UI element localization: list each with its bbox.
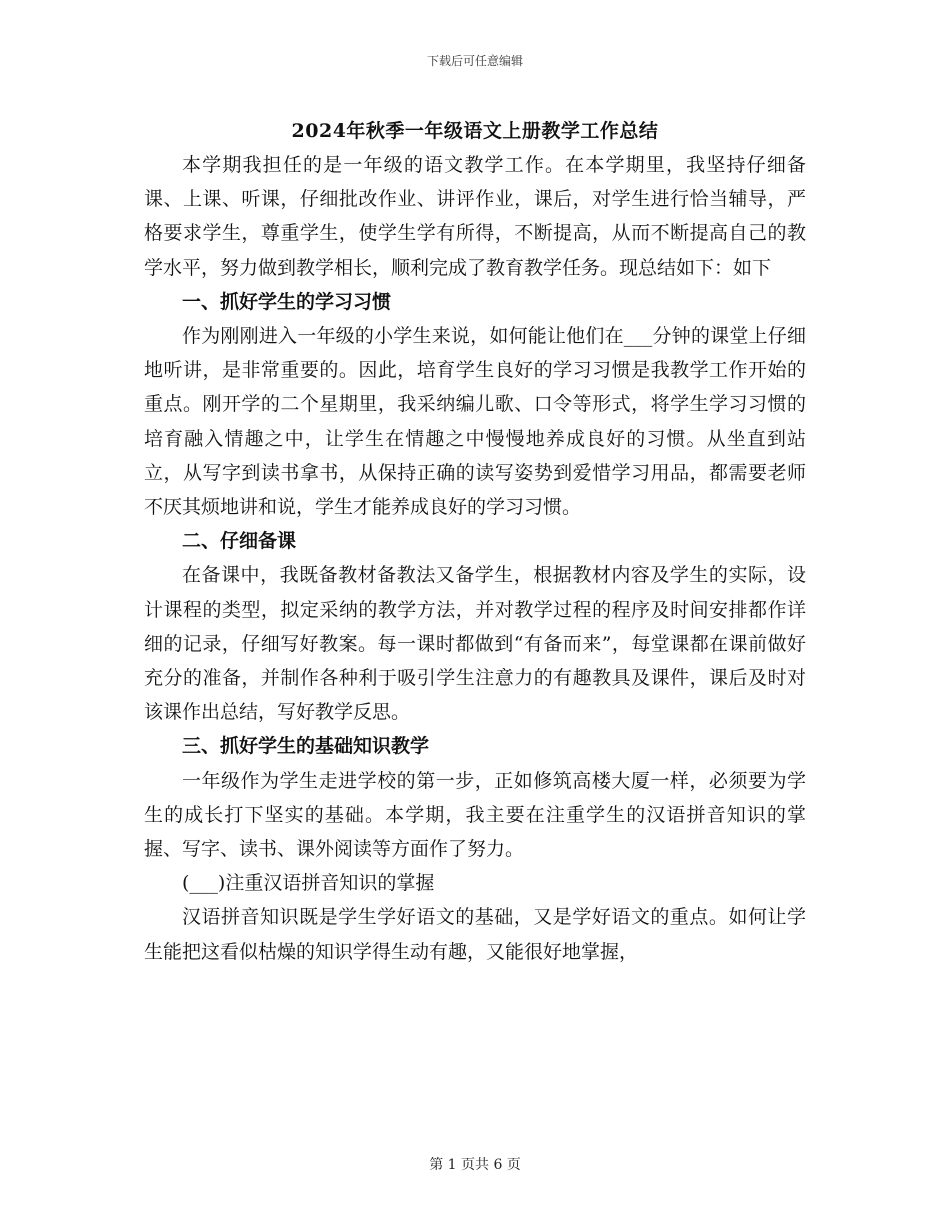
document-body <box>144 148 806 969</box>
subsection-heading-pinyin: (___)注重汉语拼音知识的掌握 <box>182 872 435 895</box>
section-body-habits: 作为刚刚进入一年级的小学生来说，如何能让他们在___分钟的课堂上仔细地听讲，是非常重要的。因此，培育学生良好的学习习惯是我教学工作开始的重点。刚开学的二个星期里，我采纳编儿歌、口令等形式，将学生学习习惯的培育融入情趣之中，让学生在情趣之中慢慢地养成良好的习惯。从坐直到站立，从写字到读书拿书，从保持正确的读写姿势到爱惜学习用品，都需要老师不厌其烦地讲和说，学生才能养成良好的学习习惯。 <box>144 325 806 519</box>
section-heading-lesson-prep: 二、仔细备课 <box>182 530 297 553</box>
document-title: 2024年秋季一年级语文上册教学工作总结 <box>291 120 659 142</box>
section-body-lesson-prep: 在备课中，我既备教材备教法又备学生，根据教材内容及学生的实际，设计课程的类型，拟定采纳的教学方法，并对教学过程的程序及时间安排都作详细的记录，仔细写好教案。每一课时都做到“有备而来”，每堂课都在课前做好充分的准备，并制作各种利于吸引学生注意力的有趣教具及课件，课后及时对该课作出总结，写好教学反思。 <box>144 564 806 724</box>
subsection-body-pinyin: 汉语拼音知识既是学生学好语文的基础，又是学好语文的重点。如何让学生能把这看似枯燥的知识学得生动有趣，又能很好地掌握， <box>144 906 806 963</box>
section-heading-habits: 一、抓好学生的学习习惯 <box>182 290 392 313</box>
section-body-basics: 一年级作为学生走进学校的第一步，正如修筑高楼大厦一样，必须要为学生的成长打下坚实的基础。本学期，我主要在注重学生的汉语拼音知识的掌握、写字、读书、课外阅读等方面作了努力。 <box>144 769 806 861</box>
page-number: 第 1 页共 6 页 <box>429 1157 521 1173</box>
intro-paragraph: 本学期我担任的是一年级的语文教学工作。在本学期里，我坚持仔细备课、上课、听课，仔细批改作业、讲评作业，课后，对学生进行恰当辅导，严格要求学生，尊重学生，使学生学有所得，不断提高，从而不断提高自己的教学水平，努力做到教学相长，顺利完成了教育教学任务。现总结如下：如下 <box>144 154 806 279</box>
header-note: 下载后可任意编辑 <box>426 54 523 68</box>
section-heading-basics: 三、抓好学生的基础知识教学 <box>182 735 430 758</box>
